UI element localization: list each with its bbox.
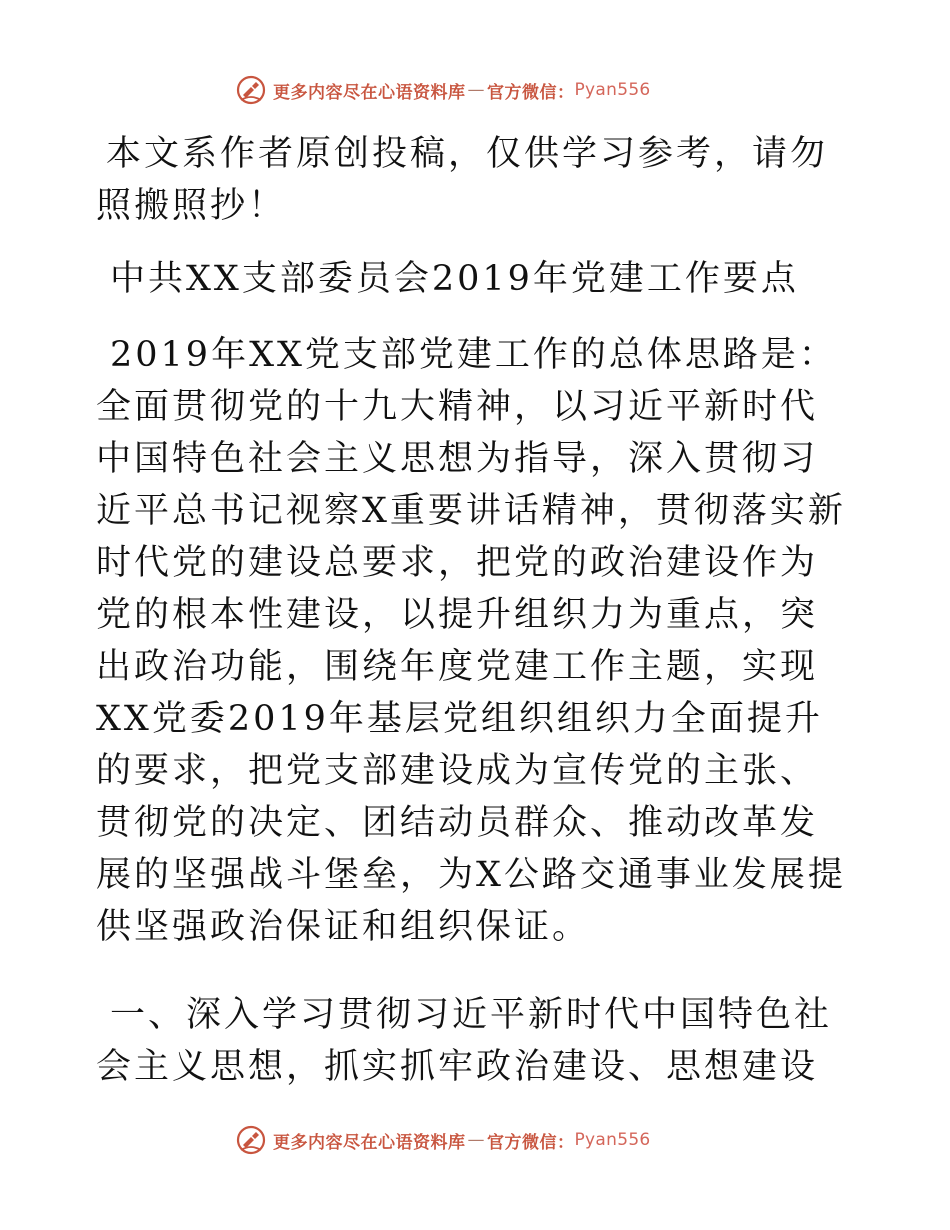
footer-watermark: [235, 1122, 735, 1158]
watermark-label: 官方微信：: [487, 82, 575, 103]
watermark-separator: —: [467, 80, 485, 100]
section-heading-1: 一、深入学习贯彻习近平新时代中国特色社会主义思想，抓实抓牢政治建设、思想建设: [96, 995, 833, 1087]
watermark-separator: —: [467, 1130, 485, 1150]
watermark-label: 官方微信：: [487, 1132, 575, 1153]
header-watermark: [235, 72, 735, 108]
intro-paragraph: 2019年XX党支部党建工作的总体思路是：全面贯彻党的十九大精神，以习近平新时代中国特色社会主义思想为指导，深入贯彻习近平总书记视察X重要讲话精神，贯彻落实新时代党的建设总要求，把党的政治建设作为党的根本性建设，以提升组织力为重点，突出政治功能，围绕年度党建工作主题，实现XX党委2019年基层党组织组织力全面提升的要求，把党支部建设成为宣传党的主张、贯彻党的决定、团结动员群众、推动改革发展的坚强战斗堡垒，为X公路交通事业发展提供坚强政治保证和组织保证。: [96, 335, 846, 947]
copyright-notice: 本文系作者原创投稿，仅供学习参考，请勿照搬照抄！: [96, 134, 829, 226]
book-pen-logo-icon: [235, 74, 267, 106]
watermark-wechat-id: Pyan556: [574, 1130, 651, 1150]
watermark-wechat-id: Pyan556: [574, 80, 651, 100]
document-title: 中共XX支部委员会2019年党建工作要点: [110, 259, 799, 299]
watermark-brand: 更多内容尽在心语资料库: [273, 82, 466, 103]
book-pen-logo-icon: [235, 1124, 267, 1156]
watermark-brand: 更多内容尽在心语资料库: [273, 1132, 466, 1153]
